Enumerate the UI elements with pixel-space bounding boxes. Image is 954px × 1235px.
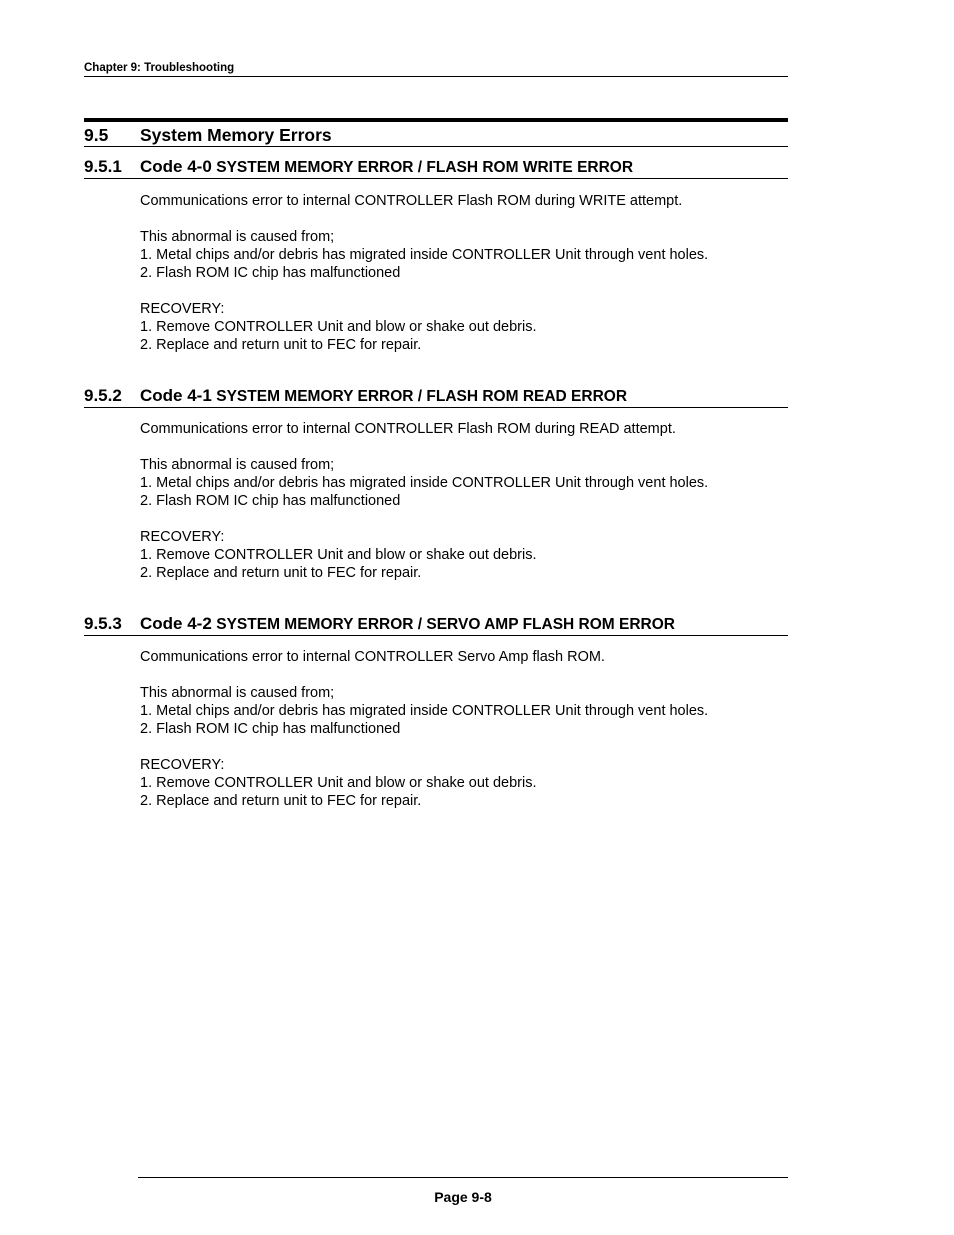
subsection-number: 9.5.2 <box>84 386 122 405</box>
cause-item: 2. Flash ROM IC chip has malfunctioned <box>140 493 401 509</box>
cause-item: 1. Metal chips and/or debris has migrated inside CONTROLLER Unit through vent holes. <box>140 247 709 263</box>
cause-intro: This abnormal is caused from; <box>140 229 335 245</box>
cause-intro: This abnormal is caused from; <box>140 457 335 473</box>
recovery-step: 1. Remove CONTROLLER Unit and blow or shake out debris. <box>140 775 537 791</box>
section-title: System Memory Errors <box>140 125 332 145</box>
recovery-label: RECOVERY: <box>140 529 225 545</box>
recovery-step: 1. Remove CONTROLLER Unit and blow or shake out debris. <box>140 319 537 335</box>
subsection-body <box>140 192 790 354</box>
running-header <box>84 60 788 77</box>
recovery-label: RECOVERY: <box>140 757 225 773</box>
recovery-step: 2. Replace and return unit to FEC for repair. <box>140 337 422 353</box>
subsection-title <box>140 613 675 636</box>
subsection-heading <box>84 613 788 636</box>
error-code: Code 4-2 <box>140 614 212 633</box>
section-heading <box>84 124 788 147</box>
recovery-step: 2. Replace and return unit to FEC for repair. <box>140 793 422 809</box>
error-name: SYSTEM MEMORY ERROR / SERVO AMP FLASH ROM ERROR <box>216 616 675 633</box>
recovery-step: 1. Remove CONTROLLER Unit and blow or shake out debris. <box>140 547 537 563</box>
subsection-heading <box>84 385 788 408</box>
cause-item: 1. Metal chips and/or debris has migrated inside CONTROLLER Unit through vent holes. <box>140 475 709 491</box>
error-description: Communications error to internal CONTROLLER Flash ROM during READ attempt. <box>140 421 676 437</box>
error-code: Code 4-0 <box>140 157 212 176</box>
subsection-number: 9.5.3 <box>84 614 122 633</box>
subsection-body <box>140 420 790 582</box>
subsection-body <box>140 648 790 810</box>
cause-item: 1. Metal chips and/or debris has migrated inside CONTROLLER Unit through vent holes. <box>140 703 709 719</box>
footer-divider <box>138 1177 788 1178</box>
error-description: Communications error to internal CONTROLLER Flash ROM during WRITE attempt. <box>140 193 683 209</box>
subsection-heading <box>84 156 788 179</box>
recovery-label: RECOVERY: <box>140 301 225 317</box>
error-name: SYSTEM MEMORY ERROR / FLASH ROM READ ERROR <box>216 388 628 405</box>
cause-intro: This abnormal is caused from; <box>140 685 335 701</box>
page-number: Page 9-8 <box>434 1189 492 1205</box>
recovery-step: 2. Replace and return unit to FEC for repair. <box>140 565 422 581</box>
subsection-number: 9.5.1 <box>84 157 122 176</box>
section-number: 9.5 <box>84 125 109 145</box>
error-description: Communications error to internal CONTROLLER Servo Amp flash ROM. <box>140 649 605 665</box>
error-code: Code 4-1 <box>140 386 212 405</box>
subsection-title <box>140 385 627 408</box>
subsection-title <box>140 156 633 179</box>
chapter-title: Chapter 9: Troubleshooting <box>84 62 235 74</box>
cause-item: 2. Flash ROM IC chip has malfunctioned <box>140 721 401 737</box>
section-divider <box>84 118 788 122</box>
cause-item: 2. Flash ROM IC chip has malfunctioned <box>140 265 401 281</box>
error-name: SYSTEM MEMORY ERROR / FLASH ROM WRITE ERROR <box>216 159 634 176</box>
